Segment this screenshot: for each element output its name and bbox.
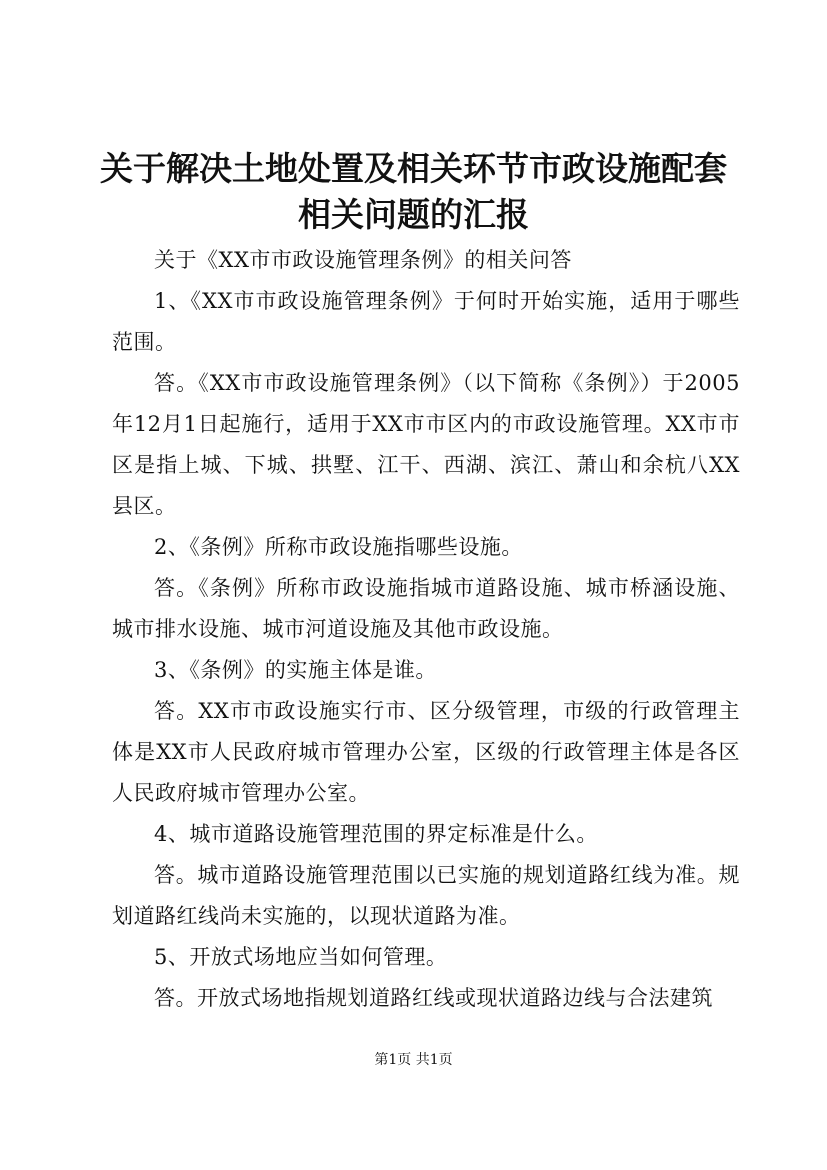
answer-1: 答。《XX市市政设施管理条例》（以下简称《条例》）于2005年12月1日起施行，适用于XX市市区内的市政设施管理。XX市市区是指上城、下城、拱墅、江干、西湖、滨江、萧山和余杭八XX县区。 bbox=[112, 371, 740, 518]
answer-4: 答。城市道路设施管理范围以已实施的规划道路红线为准。规划道路红线尚未实施的，以现状道路为准。 bbox=[112, 863, 740, 928]
page-number-footer: 第1页 共1页 bbox=[374, 1052, 453, 1068]
paragraph-intro: 关于《XX市市政设施管理条例》的相关问答 bbox=[154, 248, 572, 272]
question-3: 3、《条例》的实施主体是谁。 bbox=[154, 658, 437, 682]
answer-5: 答。开放式场地指规划道路红线或现状道路边线与合法建筑 bbox=[154, 986, 713, 1010]
answer-3: 答。XX市市政设施实行市、区分级管理，市级的行政管理主体是XX市人民政府城市管理办公室，区级的行政管理主体是各区人民政府城市管理办公室。 bbox=[112, 699, 740, 805]
document-title: 关于解决土地处置及相关环节市政设施配套相关问题的汇报 bbox=[100, 149, 727, 234]
question-2: 2、《条例》所称市政设施指哪些设施。 bbox=[154, 535, 523, 559]
document-body bbox=[112, 240, 740, 1019]
question-4: 4、城市道路设施管理范围的界定标准是什么。 bbox=[154, 822, 598, 846]
answer-2: 答。《条例》所称市政设施指城市道路设施、城市桥涵设施、城市排水设施、城市河道设施及其他市政设施。 bbox=[112, 576, 740, 641]
question-1: 1、《XX市市政设施管理条例》于何时开始实施，适用于哪些范围。 bbox=[112, 289, 740, 354]
question-5: 5、开放式场地应当如何管理。 bbox=[154, 945, 448, 969]
